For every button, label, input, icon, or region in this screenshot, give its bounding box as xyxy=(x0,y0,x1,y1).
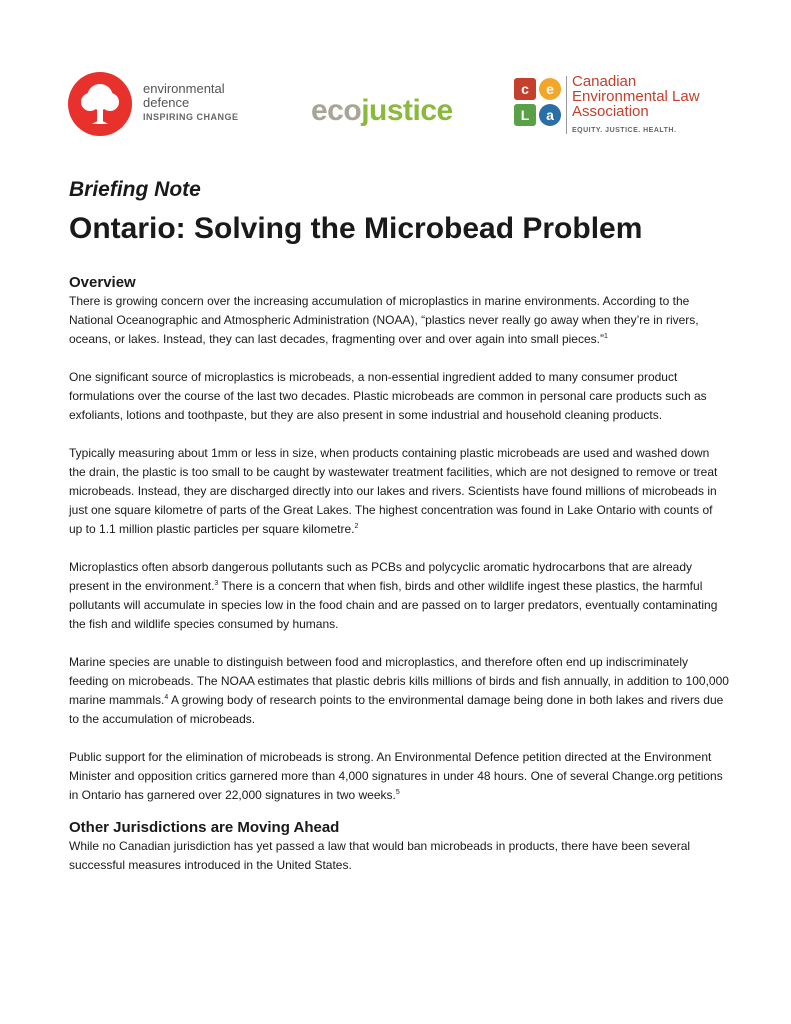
tree-icon xyxy=(68,72,132,136)
paragraph xyxy=(69,444,729,539)
cela-tile-l: L xyxy=(514,104,536,126)
paragraph xyxy=(69,653,729,729)
paragraph-text: Microplastics often absorb dangerous pollutants such as PCBs and polycyclic aromatic hydrocarbons that are already present in the environment. xyxy=(69,560,692,593)
ecojustice-part1: eco xyxy=(311,94,362,127)
section-heading-overview: Overview xyxy=(69,274,136,291)
document-title: Ontario: Solving the Microbead Problem xyxy=(69,212,643,245)
footnote-ref: 1 xyxy=(603,333,608,340)
ecojustice-logo xyxy=(311,94,453,128)
paragraph-text: One significant source of microplastics is microbeads, a non-essential ingredient added to many consumer product formulations over the course of the last two decades. Plastic microbeads are common in personal care products such as exfoliants, lotions and toothpaste, but they are also present in some industrial and household cleaning products. xyxy=(69,370,707,422)
footnote-ref: 2 xyxy=(354,523,359,530)
cela-tile-c: c xyxy=(514,78,536,100)
document-body xyxy=(69,274,729,894)
paragraph xyxy=(69,748,729,805)
section-heading-other-jurisdictions: Other Jurisdictions are Moving Ahead xyxy=(69,819,340,836)
cela-divider xyxy=(566,76,567,134)
paragraph-text: There is growing concern over the increasing accumulation of microplastics in marine environments. According to the National Oceanographic and Atmospheric Administration (NOAA), “plastics never really go away when they’re in rivers, oceans, or lakes. Instead, they can last decades, fragmenting over and over again into small pieces.” xyxy=(69,294,699,346)
ed-logo-line1: environmental xyxy=(143,81,225,96)
paragraph-text: Typically measuring about 1mm or less in size, when products containing plastic microbeads are used and washed down the drain, the plastic is too small to be caught by wastewater treatment facilities, which are not designed to remove or treat microbeads. Instead, they are discharged directly into our lakes and rivers. Scientists have found millions of microbeads in just one square kilometre of parts of the Great Lakes. The highest concentration was found in Lake Ontario with counts of up to 1.1 million plastic particles per square kilometre. xyxy=(69,446,718,536)
paragraph-text-continued: There is a concern that when fish, birds and other wildlife ingest these plastics, the harmful pollutants will accumulate in species low in the food chain and are passed on to larger predators, eventually contaminating the fish and wildlife species consumed by humans. xyxy=(69,579,718,631)
ed-logo-line2: defence xyxy=(143,95,190,110)
paragraph xyxy=(69,368,729,425)
footnote-ref: 4 xyxy=(164,694,169,701)
paragraph-text: Marine species are unable to distinguish between food and microplastics, and therefore often end up indiscriminately feeding on microbeads. The NOAA estimates that plastic debris kills millions of birds and fish annually, in addition to 100,000 marine mammals. xyxy=(69,655,729,707)
paragraph xyxy=(69,837,729,875)
ecojustice-part2: justice xyxy=(361,94,453,127)
environmental-defence-logo xyxy=(68,72,258,136)
ed-logo-tagline: INSPIRING CHANGE xyxy=(143,112,239,122)
paragraph-text: While no Canadian jurisdiction has yet passed a law that would ban microbeads in products, there have been several successful measures introduced in the United States. xyxy=(69,839,691,872)
footnote-ref: 5 xyxy=(395,789,400,796)
cela-tile-a: a xyxy=(539,104,561,126)
footnote-ref: 3 xyxy=(214,580,219,587)
cela-logo xyxy=(510,68,730,138)
cela-logo-tagline: EQUITY. JUSTICE. HEALTH. xyxy=(572,127,677,134)
logo-bar xyxy=(68,68,728,138)
cela-logo-line1: Canadian xyxy=(572,73,637,90)
paragraph-text: Public support for the elimination of microbeads is strong. An Environmental Defence petition directed at the Environment Minister and opposition critics garnered more than 4,000 signatures in under 48 hours. One of several Change.org petitions in Ontario has garnered over 22,000 signatures in two weeks. xyxy=(69,750,723,802)
paragraph xyxy=(69,558,729,634)
document-kicker: Briefing Note xyxy=(69,178,201,201)
paragraph xyxy=(69,292,729,349)
cela-logo-line2: Environmental Law xyxy=(572,88,700,105)
cela-tile-e: e xyxy=(539,78,561,100)
cela-logo-line3: Association xyxy=(572,103,649,120)
paragraph-text-continued: A growing body of research points to the environmental damage being done in both lakes and rivers due to the accumulation of microbeads. xyxy=(69,693,724,726)
